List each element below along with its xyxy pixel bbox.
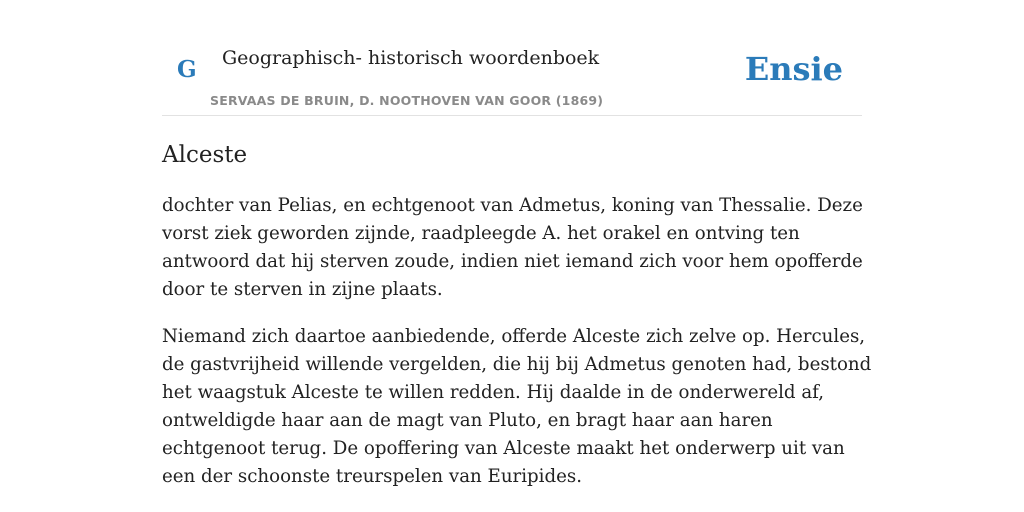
source-author: SERVAAS DE BRUIN, D. NOOTHOVEN VAN GOOR (1869) bbox=[210, 93, 604, 108]
entry-paragraph: Niemand zich daartoe aanbiedende, offerde Alceste zich zelve op. Hercules, de gastvrijheid willende vergelden, die hij bij Admetus genoten had, bestond het waagstuk Alceste te willen redden. Hij daalde in de onderwereld af, ontweldigde haar aan de magt van Pluto, en bragt haar aan haren echtgenoot terug. De opoffering van Alceste maakt het onderwerp uit van een der schoonste treurspelen van Euripides. bbox=[162, 326, 872, 487]
entry-body bbox=[162, 192, 874, 510]
source-initial-icon[interactable]: G bbox=[177, 56, 197, 83]
entry-paragraph: dochter van Pelias, en echtgenoot van Admetus, koning van Thessalie. Deze vorst ziek geworden zijnde, raadpleegde A. het orakel en ontving ten antwoord dat hij sterven zoude, indien niet iemand zich voor hem opofferde door te sterven in zijne plaats. bbox=[162, 195, 863, 300]
entry-title: Alceste bbox=[162, 142, 248, 168]
ensie-logo-link[interactable]: Ensie bbox=[744, 50, 843, 88]
source-title-link[interactable]: Geographisch- historisch woordenboek bbox=[222, 47, 600, 69]
page-header bbox=[162, 0, 862, 116]
